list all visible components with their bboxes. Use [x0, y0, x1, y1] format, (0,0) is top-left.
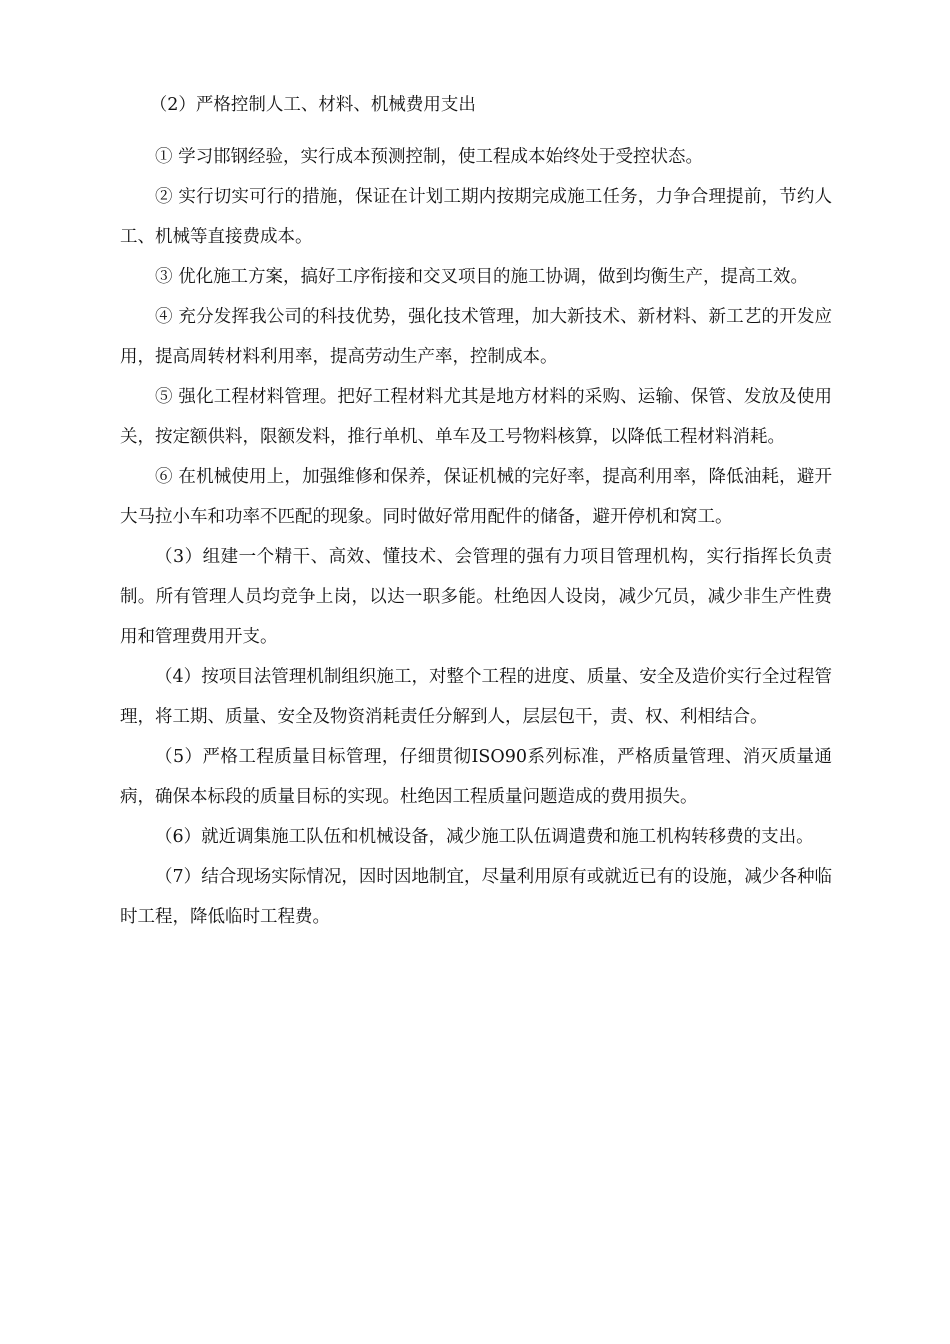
- section-paragraph-7: （7）结合现场实际情况，因时因地制宜，尽量利用原有或就近已有的设施，减少各种临时工程，降低临时工程费。: [120, 867, 832, 927]
- section-heading-2: （2）严格控制人工、材料、机械费用支出: [149, 95, 476, 115]
- section-paragraph-5: （5）严格工程质量目标管理，仔细贯彻ISO90系列标准，严格质量管理、消灭质量通病，确保本标段的质量目标的实现。杜绝因工程质量问题造成的费用损失。: [120, 747, 832, 807]
- list-item-2: ② 实行切实可行的措施，保证在计划工期内按期完成施工任务，力争合理提前，节约人工、机械等直接费成本。: [120, 187, 832, 247]
- list-item-3: ③ 优化施工方案，搞好工序衔接和交叉项目的施工协调，做到均衡生产，提高工效。: [155, 267, 809, 287]
- section-paragraph-4: （4）按项目法管理机制组织施工，对整个工程的进度、质量、安全及造价实行全过程管理，将工期、质量、安全及物资消耗责任分解到人，层层包干，责、权、利相结合。: [120, 667, 832, 727]
- list-item-1: ① 学习邯钢经验，实行成本预测控制，使工程成本始终处于受控状态。: [155, 147, 704, 167]
- list-item-5: ⑤ 强化工程材料管理。把好工程材料尤其是地方材料的采购、运输、保管、发放及使用关，按定额供料，限额发料，推行单机、单车及工号物料核算，以降低工程材料消耗。: [120, 387, 832, 447]
- document-body: [120, 85, 832, 937]
- section-paragraph-6: （6）就近调集施工队伍和机械设备，减少施工队伍调遣费和施工机构转移费的支出。: [155, 827, 814, 847]
- list-item-6: ⑥ 在机械使用上，加强维修和保养，保证机械的完好率，提高利用率，降低油耗，避开大马拉小车和功率不匹配的现象。同时做好常用配件的储备，避开停机和窝工。: [120, 467, 832, 527]
- section-paragraph-3: （3）组建一个精干、高效、懂技术、会管理的强有力项目管理机构，实行指挥长负责制。所有管理人员均竞争上岗，以达一职多能。杜绝因人设岗，减少冗员，减少非生产性费用和管理费用开支。: [120, 547, 832, 647]
- list-item-4: ④ 充分发挥我公司的科技优势，强化技术管理，加大新技术、新材料、新工艺的开发应用，提高周转材料利用率，提高劳动生产率，控制成本。: [120, 307, 832, 367]
- spacer: [120, 125, 832, 137]
